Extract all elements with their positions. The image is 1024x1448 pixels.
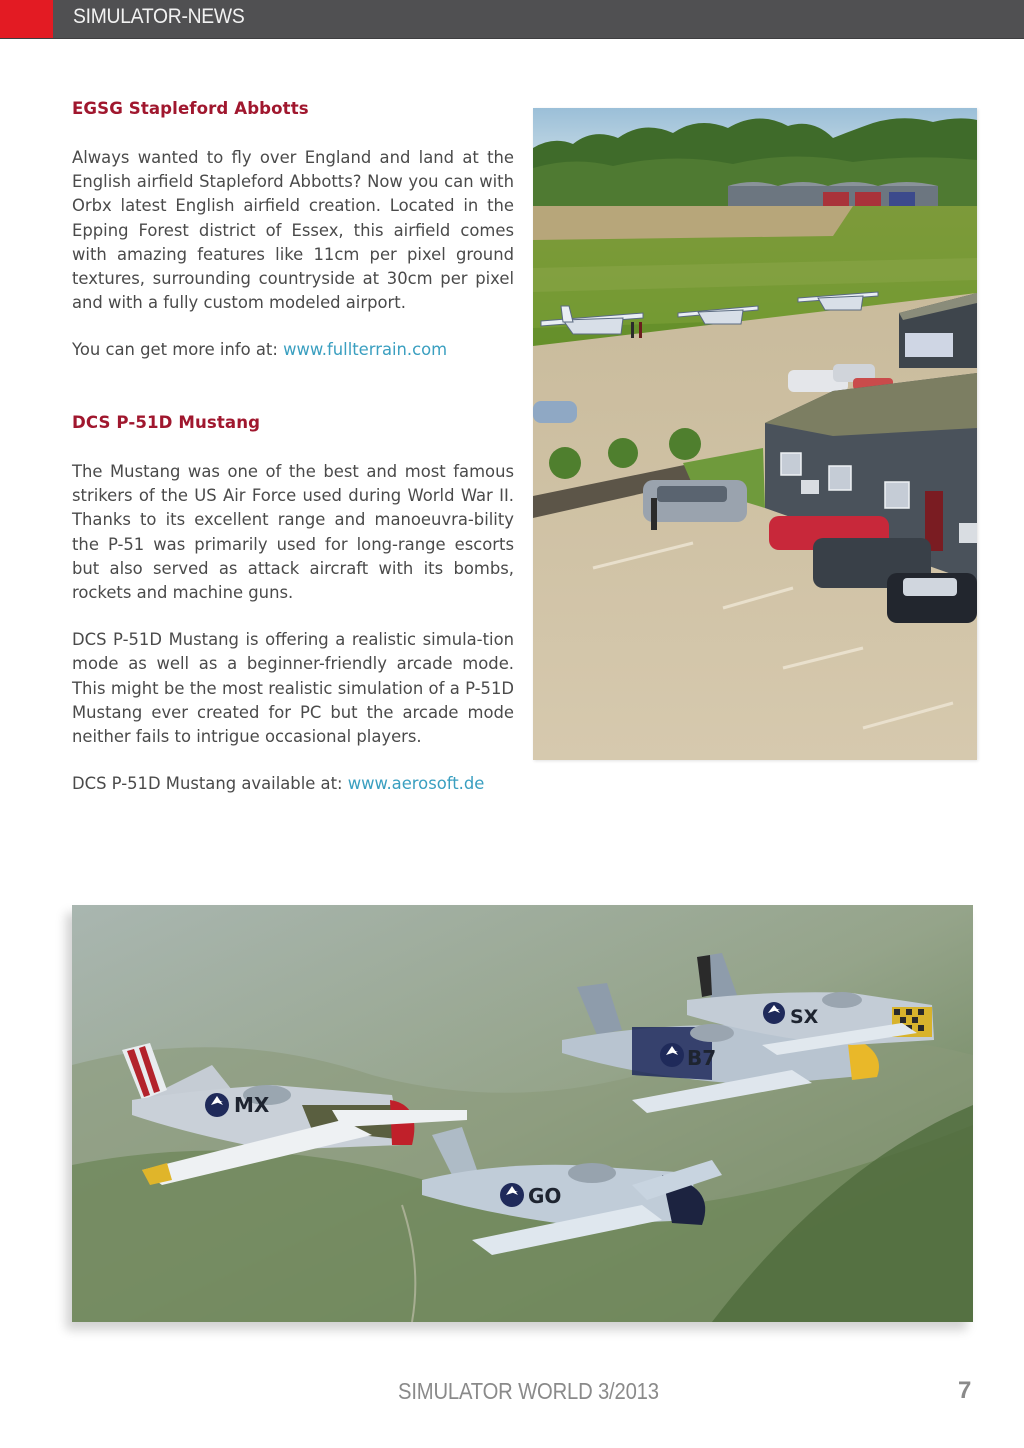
page-number: 7 <box>958 1377 972 1404</box>
mustangs-image <box>72 905 973 1322</box>
article-body: DCS P-51D Mustang is offering a realistic simula-tion mode as well as a beginner-friendly arcade mode. This might be the most realistic simulation of a P-51D Mustang ever created for PC but the arcade mode neither fails to intrigue occasional players. <box>72 630 514 747</box>
section-title: SIMULATOR-NEWS <box>73 5 245 28</box>
aircraft-code: MX <box>234 1093 270 1117</box>
article-body: Always wanted to fly over England and land at the English airfield Stapleford Abbotts? Now you can with Orbx latest English airfield creation. Located in the Epping Forest district of Essex, this airfield comes with amazing features like 11cm per pixel ground textures, surrounding countryside at 30cm per pixel and with a fully custom modeled airport. <box>72 148 514 313</box>
aircraft-code: SX <box>790 1006 819 1028</box>
article-info-line <box>72 772 514 796</box>
article-title: DCS P-51D Mustang <box>72 413 261 432</box>
article-stapleford <box>72 98 514 363</box>
page-header <box>0 0 1024 39</box>
article-mustang <box>72 412 514 796</box>
article-title: EGSG Stapleford Abbotts <box>72 99 309 118</box>
article-body: The Mustang was one of the best and most famous strikers of the US Air Force used during World War II. Thanks to its excellent range and manoeuvra-bility the P-51 was primarily used for long-range escorts but also served as attack aircraft with its bombs, rockets and machine guns. <box>72 462 514 603</box>
aerosoft-link[interactable]: www.aerosoft.de <box>347 774 485 794</box>
header-accent-block <box>0 0 53 38</box>
article-info-line <box>72 338 514 362</box>
info-prefix: You can get more info at: <box>72 340 284 360</box>
airfield-sign <box>905 333 953 357</box>
info-prefix: DCS P-51D Mustang available at: <box>72 774 348 794</box>
publication-footer: SIMULATOR WORLD 3/2013 <box>398 1378 659 1404</box>
aircraft-code: B7 <box>687 1046 717 1070</box>
airfield-illustration <box>533 108 977 760</box>
airfield-image <box>533 108 977 760</box>
aircraft-code: GO <box>528 1184 562 1208</box>
mustangs-illustration <box>72 905 973 1322</box>
fullterrain-link[interactable]: www.fullterrain.com <box>283 340 448 360</box>
